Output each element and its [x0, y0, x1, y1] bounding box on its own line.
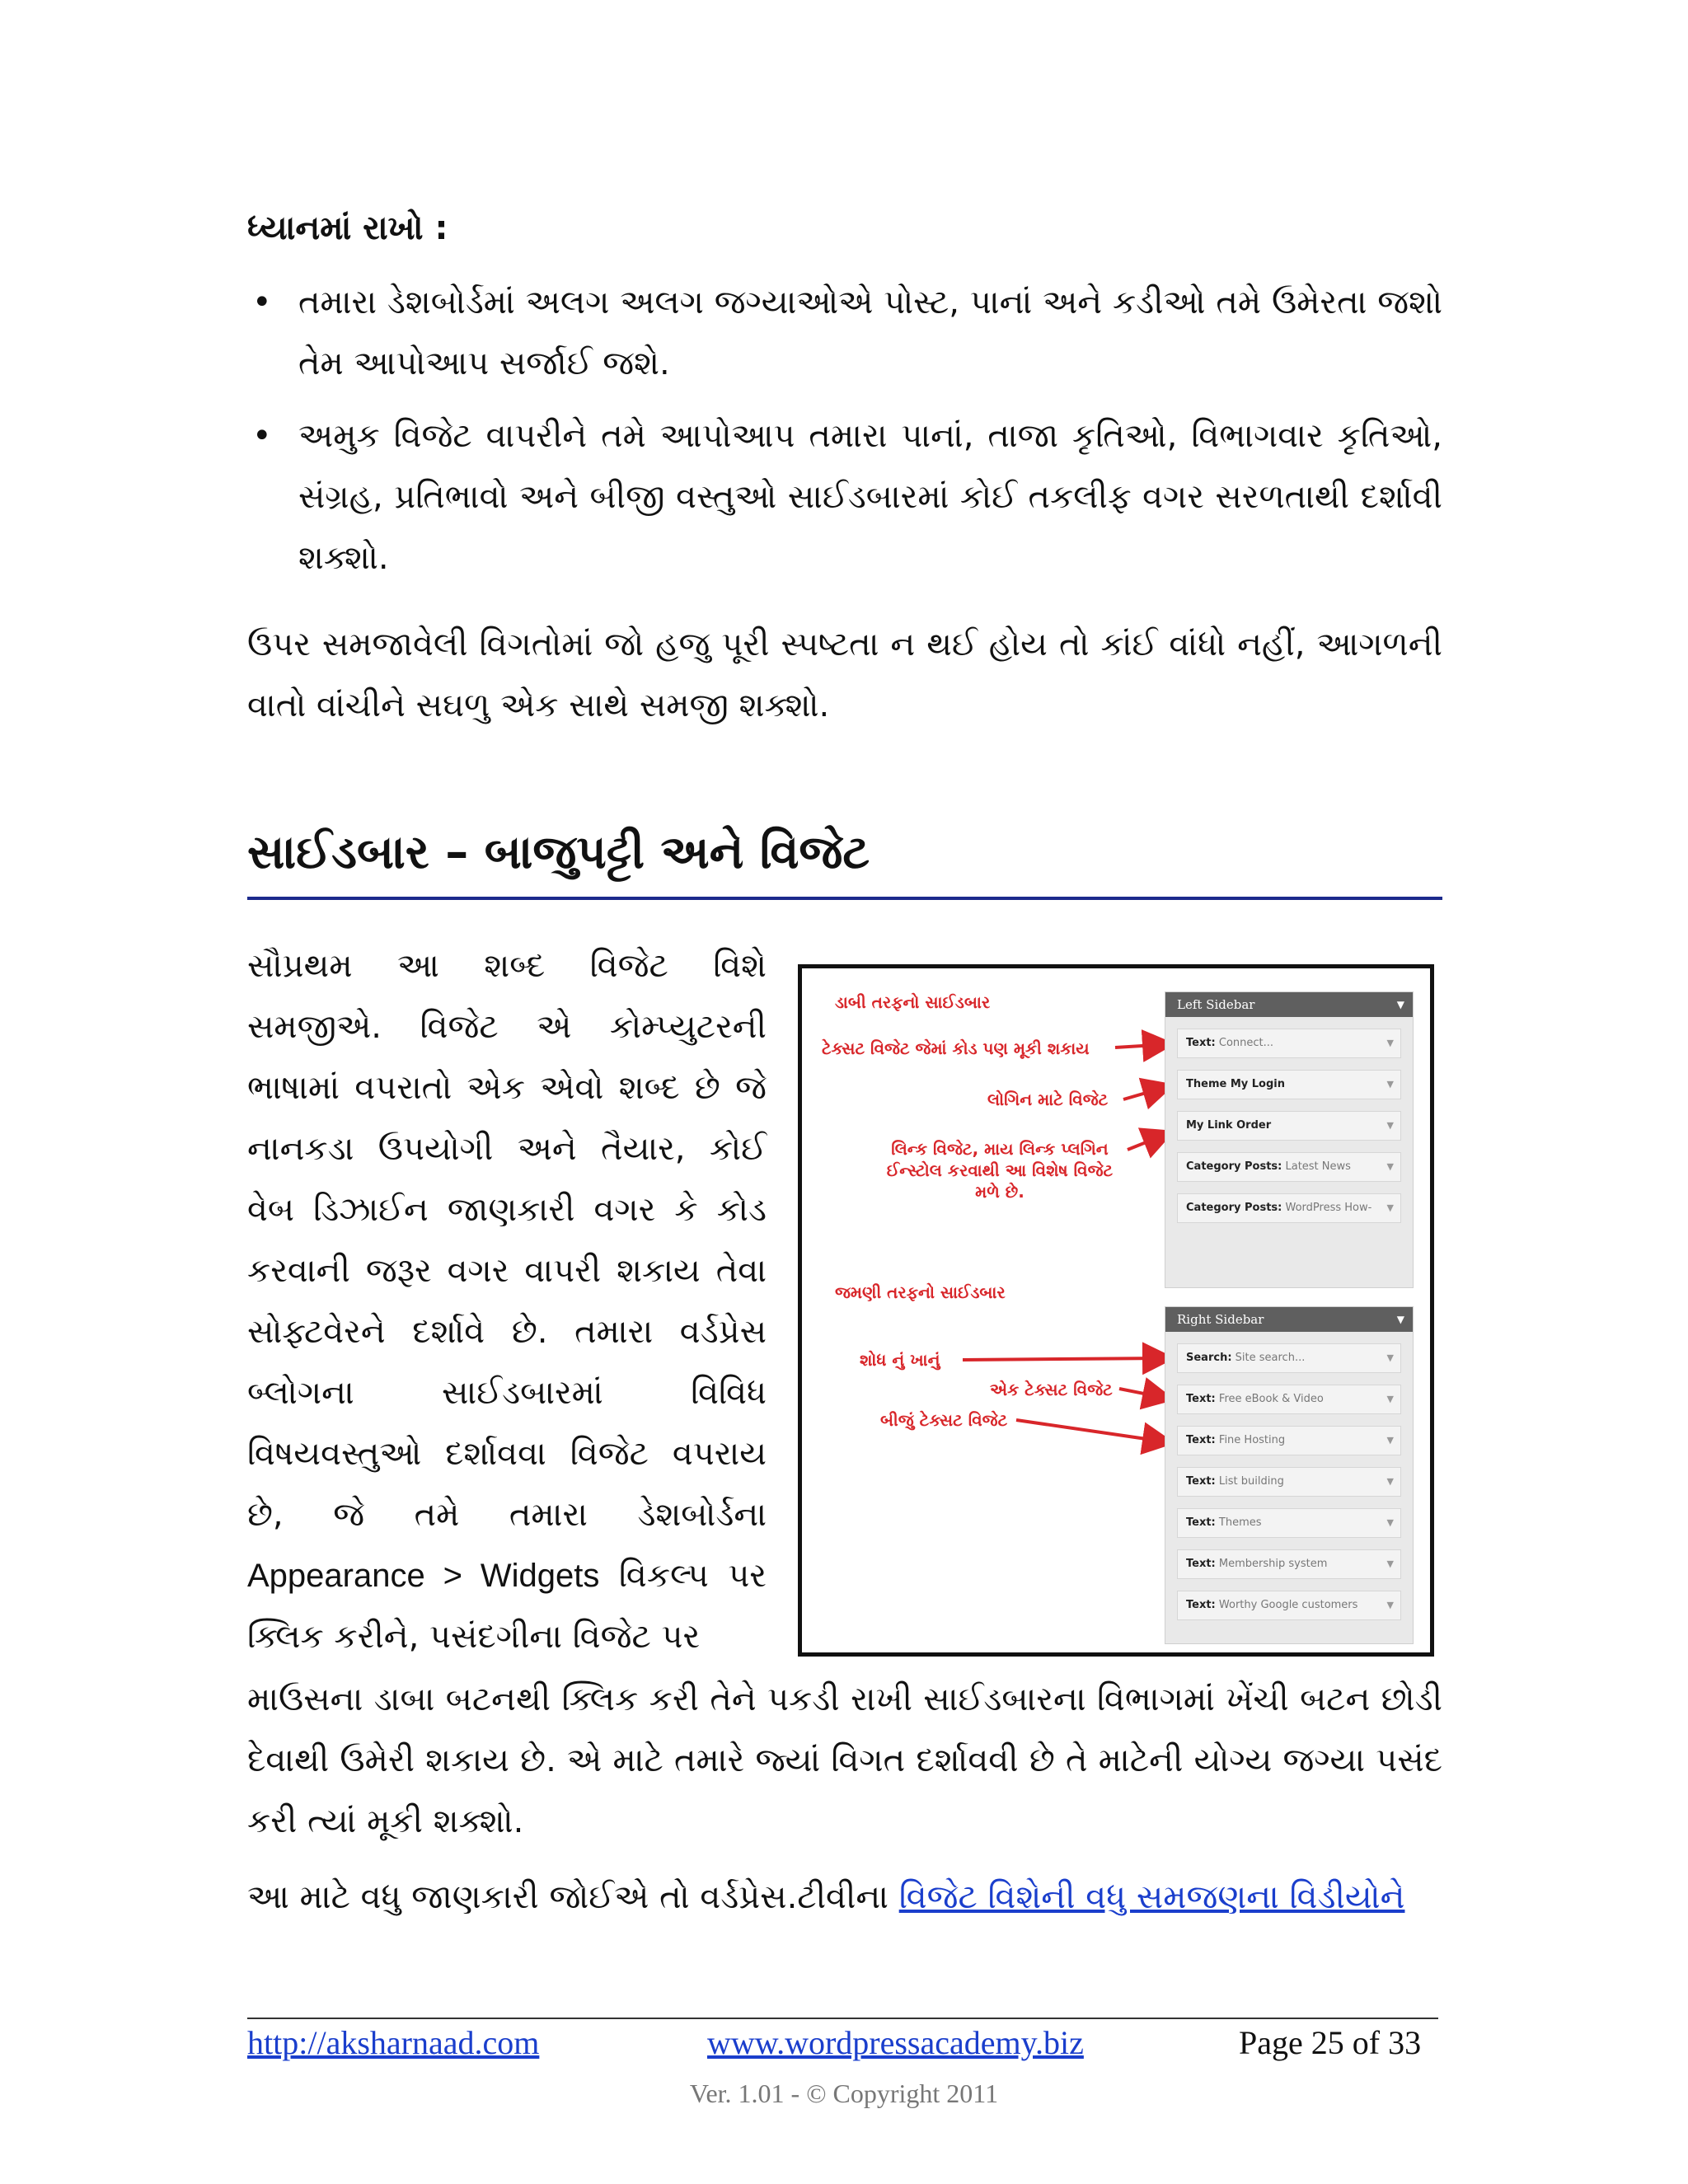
arrow-one-text-widget — [1119, 1389, 1169, 1399]
right-sidebar-panel — [1165, 1306, 1414, 1644]
chevron-down-icon[interactable]: ▼ — [1386, 1394, 1394, 1404]
label-login-widget: લોગિન માટે વિજેટ — [987, 1090, 1109, 1109]
chevron-down-icon[interactable]: ▼ — [1386, 1202, 1394, 1213]
left-sidebar-header[interactable] — [1165, 992, 1413, 1017]
widget-title: Themes — [1218, 1516, 1262, 1529]
chevron-down-icon[interactable]: ▼ — [1386, 1476, 1394, 1487]
widget-item[interactable] — [1177, 1467, 1401, 1497]
note-followup-paragraph: ઉપર સમજાવેલી વિગતોમાં જો હજુ પૂરી સ્પષ્ટતા ન થઈ હોય તો કાંઈ વાંધો નહીં, આગળની વાતો વાંચીને સઘળુ એક સાથે સમજી શક્શો. — [247, 626, 1442, 724]
label-second-text-widget: બીજું ટેક્સટ વિજેટ — [880, 1410, 1008, 1430]
widget-type: Text: — [1186, 1516, 1216, 1529]
chevron-down-icon[interactable]: ▼ — [1386, 1517, 1394, 1528]
sidebar-widgets-figure — [798, 964, 1434, 1657]
chevron-down-icon[interactable]: ▼ — [1386, 1352, 1394, 1363]
list-item — [247, 272, 1442, 394]
widget-item[interactable] — [1177, 1385, 1401, 1414]
list-item — [247, 405, 1442, 588]
widget-title: List building — [1218, 1475, 1284, 1488]
version-copyright: Ver. 1.01 - © Copyright 2011 — [689, 2079, 999, 2108]
intro-text-part2: વિકલ્પ પર ક્લિક કરીને, પસંદગીના વિજેટ પર — [247, 1557, 767, 1656]
note-title: ધ્યાનમાં રાખો : — [247, 209, 448, 247]
widget-type: Text: — [1186, 1434, 1216, 1446]
bullet-text: તમારા ડેશબોર્ડમાં અલગ અલગ જગ્યાઓએ પોસ્ટ, પાનાં અને કડીઓ તમે ઉમેરતા જશો તેમ આપોઆપ સર્જાઈ જશે. — [298, 284, 1442, 382]
widget-type: Text: — [1186, 1475, 1216, 1488]
bullet-text: અમુક વિજેટ વાપરીને તમે આપોઆપ તમારા પાનાં, તાજા કૃતિઓ, વિભાગવાર કૃતિઓ, સંગ્રહ, પ્રતિભાવો અને બીજી વસ્તુઓ સાઈડબારમાં કોઈ તકલીફ વગર સરળતાથી દર્શાવી શક્શો. — [298, 417, 1442, 577]
footer-divider — [247, 2018, 1438, 2019]
more-info-paragraph — [247, 1867, 1442, 1928]
widget-title: Latest News — [1285, 1160, 1351, 1173]
arrow-link-widget — [1128, 1133, 1169, 1150]
arrow-login-widget — [1123, 1086, 1169, 1099]
more-info-text: આ માટે વધુ જાણકારી જોઈએ તો વર્ડપ્રેસ.ટીવીના — [247, 1878, 889, 1916]
arrow-search-box — [963, 1358, 1169, 1360]
widget-type: My Link Order — [1186, 1119, 1272, 1132]
menu-path: Appearance > Widgets — [247, 1558, 600, 1594]
widget-item[interactable] — [1177, 1029, 1401, 1058]
footer-middle — [707, 2021, 1084, 2065]
widget-item[interactable] — [1177, 1508, 1401, 1538]
widget-type: Category Posts: — [1186, 1202, 1282, 1214]
chevron-down-icon[interactable]: ▼ — [1386, 1600, 1394, 1610]
widget-title: Site search... — [1235, 1352, 1306, 1364]
label-right-sidebar: જમણી તરફનો સાઈડબાર — [835, 1282, 1006, 1302]
widget-item[interactable] — [1177, 1343, 1401, 1373]
left-sidebar-panel — [1165, 991, 1414, 1288]
bullet-icon: • — [252, 284, 272, 321]
chevron-down-icon[interactable]: ▼ — [1396, 1314, 1404, 1325]
intro-text-part1: સૌપ્રથમ આ શબ્દ વિજેટ વિશે સમજીએ. વિજેટ એ કોમ્પ્યુટરની ભાષામાં વપરાતો એક એવો શબ્દ છે જે નાનકડા ઉપયોગી અને તૈયાર, કોઈ વેબ ડિઝાઈન જાણકારી વગર કે કોડ કરવાની જરૂર વગર વાપરી શકાય તેવા સોફ્ટવેરને દર્શાવે છે. તમારા વર્ડપ્રેસ બ્લોગના સાઈડબારમાં વિવિધ વિષયવસ્તુઓ દર્શાવવા વિજેટ વપરાય છે, જે તમે તમારા ડેશબોર્ડના — [247, 947, 767, 1534]
widget-type: Text: — [1186, 1599, 1216, 1611]
chevron-down-icon[interactable]: ▼ — [1386, 1435, 1394, 1446]
right-sidebar-header[interactable] — [1165, 1307, 1413, 1332]
widget-type: Text: — [1186, 1393, 1216, 1405]
intro-paragraph — [247, 935, 767, 1667]
widget-type: Text: — [1186, 1558, 1216, 1570]
widget-item[interactable] — [1177, 1591, 1401, 1620]
chevron-down-icon[interactable]: ▼ — [1386, 1038, 1394, 1048]
widget-title: Fine Hosting — [1218, 1434, 1286, 1446]
page-number: Page 25 of 33 — [1239, 2024, 1422, 2061]
widget-item[interactable] — [1177, 1549, 1401, 1579]
chevron-down-icon[interactable]: ▼ — [1386, 1161, 1394, 1172]
widget-type: Search: — [1186, 1352, 1232, 1364]
bullet-icon: • — [252, 417, 272, 455]
section-heading: સાઈડબાર – બાજુપટ્ટી અને વિજેટ — [247, 816, 1442, 900]
chevron-down-icon[interactable]: ▼ — [1396, 999, 1404, 1010]
widget-title: Connect... — [1218, 1037, 1274, 1049]
widget-title: Free eBook & Video — [1218, 1393, 1324, 1405]
footer-left — [247, 2021, 539, 2065]
widget-item[interactable] — [1177, 1070, 1401, 1099]
label-text-widget: ટેક્સટ વિજેટ જેમાં કોડ પણ મૂકી શકાય — [822, 1038, 1090, 1058]
note-bullet-list — [247, 272, 1442, 600]
chevron-down-icon[interactable]: ▼ — [1386, 1558, 1394, 1569]
right-sidebar-title: Right Sidebar — [1177, 1312, 1264, 1327]
widget-title: WordPress How- — [1285, 1202, 1372, 1214]
widget-video-link[interactable]: વિજેટ વિશેની વધુ સમજણના વિડીયોને — [898, 1878, 1405, 1916]
chevron-down-icon[interactable]: ▼ — [1386, 1120, 1394, 1131]
aksharnaad-link[interactable]: http://aksharnaad.com — [247, 2024, 540, 2061]
widget-type: Theme My Login — [1186, 1078, 1285, 1090]
label-left-sidebar: ડાબી તરફનો સાઈડબાર — [835, 992, 991, 1012]
continuation-paragraph: માઉસના ડાબા બટનથી ક્લિક કરી તેને પકડી રાખી સાઈડબારના વિભાગમાં ખેંચી બટન છોડી દેવાથી ઉમેરી શકાય છે. એ માટે તમારે જ્યાં વિગત દર્શાવવી છે તે માટેની યોગ્ય જગ્યા પસંદ કરી ત્યાં મૂકી શક્શો. — [247, 1680, 1442, 1840]
widget-title: Worthy Google customers — [1218, 1599, 1358, 1611]
widget-item[interactable] — [1177, 1426, 1401, 1455]
chevron-down-icon[interactable]: ▼ — [1386, 1079, 1394, 1090]
widget-title: Membership system — [1218, 1558, 1328, 1570]
widget-type: Category Posts: — [1186, 1160, 1282, 1173]
label-search-box: શોધ નું ખાનું — [860, 1350, 940, 1370]
widget-item[interactable] — [1177, 1152, 1401, 1182]
widget-item[interactable] — [1177, 1111, 1401, 1141]
wordpressacademy-link[interactable]: www.wordpressacademy.biz — [707, 2024, 1084, 2061]
widget-item[interactable] — [1177, 1193, 1401, 1223]
label-link-widget: લિન્ક વિજેટ, માય લિન્ક પ્લગિન ઈન્સ્ટોલ કરવાથી આ વિશેષ વિજેટ મળે છે. — [886, 1139, 1114, 1202]
arrow-second-text-widget — [1016, 1420, 1169, 1442]
label-one-text-widget: એક ટેક્સટ વિજેટ — [990, 1380, 1113, 1399]
left-sidebar-title: Left Sidebar — [1177, 997, 1255, 1012]
arrow-text-widget — [1115, 1044, 1169, 1047]
widget-type: Text: — [1186, 1037, 1216, 1049]
